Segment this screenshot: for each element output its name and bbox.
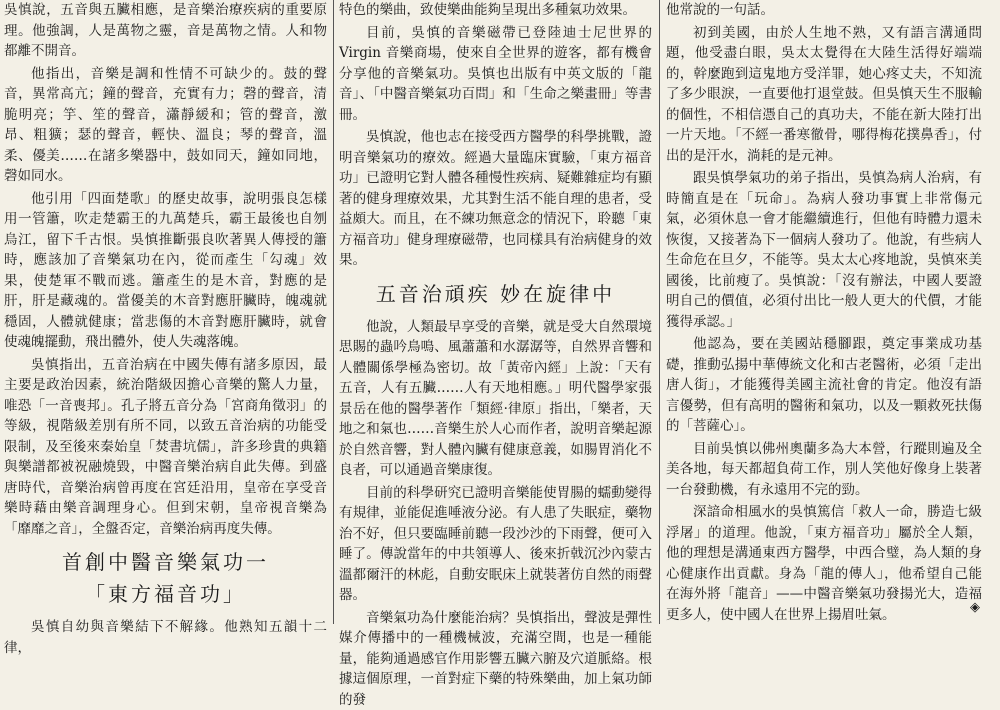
paragraph: 跟吳慎學氣功的弟子指出，吳慎為病人治病，有時簡直是在「玩命」。為病人發功事實上非常傷元氣，必須休息一會才能繼續進行，但他有時體力還未恢復，又接著為下一個病人發功了。他說，有些病人生命危在旦夕，不能等。吳太太心疼地說，吳慎來美國後，比前瘦了。吳慎說：「沒有辦法，中國人要證明自己的價值，必須付出比一般人更大的代價，才能獲得承認。」 [666,168,982,332]
paragraph: 初到美國，由於人生地不熟，又有語言溝通問題，他受盡白眼，吳太太覺得在大陸生活得好端端的，幹麼跑到這鬼地方受洋罪，她心疼丈夫，不知流了多少眼淚，一直要他打退堂鼓。但吳慎天生不服輸的個性，不相信憑自己的真功夫，不能在新大陸打出一片天地。「不經一番寒徹骨，哪得梅花撲鼻香」，付出的是汗水，淌耗的是元神。 [666,23,982,167]
paragraph: 吳慎指出，五音治病在中國失傳有諸多原因，最主要是政治因素，統治階級因擔心音樂的驚人力量，唯恐「一音喪邦」。孔子將五音分為「宮商角徵羽」的等級，視階級差別有所不同，以致五音治病的功能受限制，及至後來秦始皇「焚書坑儒」，許多珍貴的典籍與樂譜都被祝融燒毀，中醫音樂治病自此失傳。到盛唐時代，音樂治病曾再度在宮廷沿用，皇帝在享受音樂時藉由樂音調理身心。但到宋朝，皇帝視音樂為「靡靡之音」，全盤否定，音樂治病再度失傳。 [4,355,327,540]
column-divider [659,0,660,624]
column-divider [333,0,334,624]
article-column-1 [4,0,327,624]
paragraph: 他說，人類最早享受的音樂，就是受大自然環境思賜的蟲吟鳥鳴、風蕭蕭和水潺潺等，自然界音響和人體關係學極為密切。故「黃帝內經」上說：「天有五音，人有五臟……人有天地相應。」明代醫學家張景岳在他的醫學著作「類經·律原」指出，「樂者，天地之和氣也……音樂生於人心而作者，說明音樂起源於自然音響，對人體內臟有健康意義，如腸胃消化不良者，可以通過音樂康復。 [339,317,652,481]
paragraph: 吳慎自幼與音樂結下不解緣。他熟知五韻十二律， [4,617,327,658]
end-mark-icon: ◈ [970,598,980,619]
article-column-2 [339,0,652,624]
paragraph: 他指出，音樂是調和性情不可缺少的。鼓的聲音，異常高亢；鐘的聲音，充實有力；磬的聲音，清脆明亮；竽、笙的聲音，瀟靜緩和；管的聲音，激昂、粗獷；瑟的聲音，輕快、溫良；琴的聲音，溫柔、優美……在諸多樂器中，鼓如同天，鐘如同地，磬如同水。 [4,64,327,187]
paragraph: 特色的樂曲，致使樂曲能夠呈現出多種氣功效果。 [339,0,652,21]
paragraph: 他認為，要在美國站穩腳跟，奠定事業成功基礎，推動弘揚中華傳統文化和古老醫術，必須「走出唐人街」，才能獲得美國主流社會的肯定。他沒有語言優勢，但有高明的醫術和氣功，以及一顆救死扶傷的「菩薩心」。 [666,334,982,437]
paragraph: 目前，吳慎的音樂磁帶已登陸迪士尼世界的 Virgin 音樂商場，使來自全世界的遊客，都有機會分享他的音樂氣功。吳慎也出版有中英文版的「龍音」、「中醫音樂氣功百問」和「生命之樂畫冊」等書冊。 [339,23,652,126]
paragraph: 他常說的一句話。 [666,0,982,21]
paragraph: 吳慎說，五音與五臟相應，是音樂治療疾病的重要原理。他強調，人是萬物之靈，音是萬物之情。人和物都離不開音。 [4,0,327,62]
paragraph: 深諳命相風水的吳慎篤信「救人一命，勝造七級浮屠」的道理。他說，「東方福音功」屬於全人類，他的理想是溝通東西方醫學，中西合璧，為人類的身心健康作出貢獻。身為「龍的傳人」，他希望自己能在海外將「龍音」——中醫音樂氣功發揚光大，造福更多人，使中國人在世界上揚眉吐氣。 [666,502,982,625]
paragraph: 他引用「四面楚歌」的歷史故事，說明張良怎樣用一管簫，吹走楚霸王的九萬楚兵，霸王最後也自刎烏江，留下千古恨。吳慎推斷張良吹著異人傳授的簫時，應該加了音樂氣功在內，從而產生「勾魂」效果，使楚軍不戰而逃。簫產生的是木音，對應的是肝，肝是藏魂的。當優美的木音對應肝臟時，魄魂就穩固，人體就健康；當悲傷的木音對應肝臟時，就會使魂魄擺動，飛出體外，使人失魂落魄。 [4,189,327,353]
paragraph: 音樂氣功為什麼能治病？吳慎指出，聲波是彈性媒介傳播中的一種機械波，充滿空間，也是一種能量，能夠通過感官作用影響五臟六腑及穴道脈絡。根據這個原理，一首對症下藥的特殊樂曲，加上氣功師的發 [339,608,652,710]
article-column-3 [666,0,982,624]
section-subheading: 「東方福音功」 [4,579,327,609]
section-heading: 首創中醫音樂氣功一 [4,547,327,577]
paragraph: 目前的科學研究已證明音樂能使胃腸的蠕動變得有規律，並能促進唾液分泌。有人患了失眠症，藥物治不好，但只要臨睡前聽一段沙沙的下雨聲，便可入睡了。傳說當年的中共領導人、後來折戟沉沙內蒙古溫都爾汗的林彪，自動安眠床上就裝著仿自然的雨聲器。 [339,483,652,606]
section-heading: 五音治頑疾 妙在旋律中 [339,279,652,309]
paragraph: 目前吳慎以佛州奧蘭多為大本營，行蹤則遍及全美各地，每天都超負荷工作，別人笑他好像身上裝著一台發動機，有永遠用不完的勁。 [666,439,982,501]
paragraph: 吳慎說，他也志在接受西方醫學的科學挑戰，證明音樂氣功的療效。經過大量臨床實驗，「東方福音功」已證明它對人體各種慢性疾病、疑難雜症均有顯著的健身理療效果，尤其對生活不能自理的患者，受益頗大。而且，在不練功無意念的情況下，聆聽「東方福音功」健身理療磁帶，也同樣具有治病健身的效果。 [339,127,652,271]
